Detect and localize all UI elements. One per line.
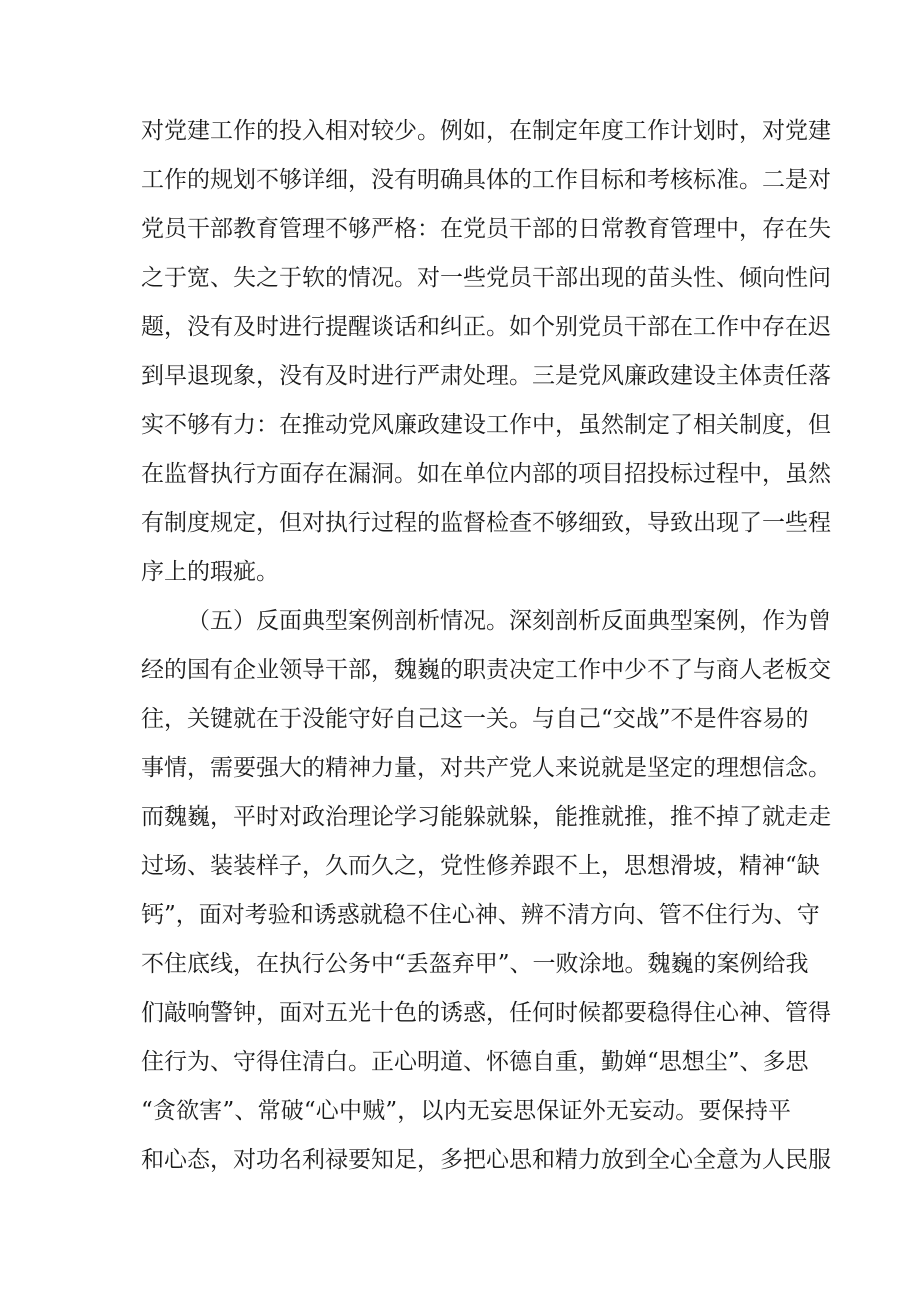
text-line: 题，没有及时进行提醒谈话和纠正。如个别党员干部在工作中存在迟 — [141, 314, 831, 340]
text-line: 序上的瑕疵。 — [141, 559, 279, 585]
text-line: 住行为、守得住清白。正心明道、怀德自重，勤婵“思想尘”、多思 — [141, 1049, 809, 1075]
text-line: 之于宽、失之于软的情况。对一些党员干部出现的苗头性、倾向性问 — [141, 265, 831, 291]
text-line: 经的国有企业领导干部，魏巍的职责决定工作中少不了与商人老板交 — [141, 657, 831, 683]
text-line: 和心态，对功名利禄要知足，多把心思和精力放到全心全意为人民服 — [141, 1147, 831, 1173]
text-line: 不住底线，在执行公务中“丢盔弃甲”、一败涂地。魏巍的案例给我 — [141, 951, 809, 977]
text-line: 而魏巍，平时对政治理论学习能躲就躲，能推就推，推不掉了就走走 — [141, 804, 831, 830]
text-line: 事情，需要强大的精神力量，对共产党人来说就是坚定的理想信念。 — [141, 755, 831, 781]
text-line: 党员干部教育管理不够严格：在党员干部的日常教育管理中，存在失 — [141, 216, 831, 242]
text-line: 到早退现象，没有及时进行严肃处理。三是党风廉政建设主体责任落 — [141, 363, 831, 389]
text-line: 钙”，面对考验和诱惑就稳不住心神、辨不清方向、管不住行为、守 — [141, 902, 820, 928]
text-line: 有制度规定，但对执行过程的监督检查不够细致，导致出现了一些程 — [141, 510, 831, 536]
text-line: 工作的规划不够详细，没有明确具体的工作目标和考核标准。二是对 — [141, 167, 831, 193]
text-line: “贪欲害”、常破“心中贼”，以内无妄思保证外无妄动。要保持平 — [141, 1098, 791, 1124]
text-line: 实不够有力：在推动党风廉政建设工作中，虽然制定了相关制度，但 — [141, 412, 831, 438]
paragraph-heading-line: （五）反面典型案例剖析情况。深刻剖析反面典型案例，作为曾 — [187, 608, 831, 634]
text-line: 对党建工作的投入相对较少。例如，在制定年度工作计划时，对党建 — [141, 118, 831, 144]
text-line: 过场、装装样子，久而久之，党性修养跟不上，思想滑坡，精神“缺 — [141, 853, 820, 879]
text-line: 们敲响警钟，面对五光十色的诱惑，任何时候都要稳得住心神、管得 — [141, 1000, 831, 1026]
text-line: 往，关键就在于没能守好自己这一关。与自己“交战”不是件容易的 — [141, 706, 809, 732]
text-line: 在监督执行方面存在漏洞。如在单位内部的项目招投标过程中，虽然 — [141, 461, 831, 487]
